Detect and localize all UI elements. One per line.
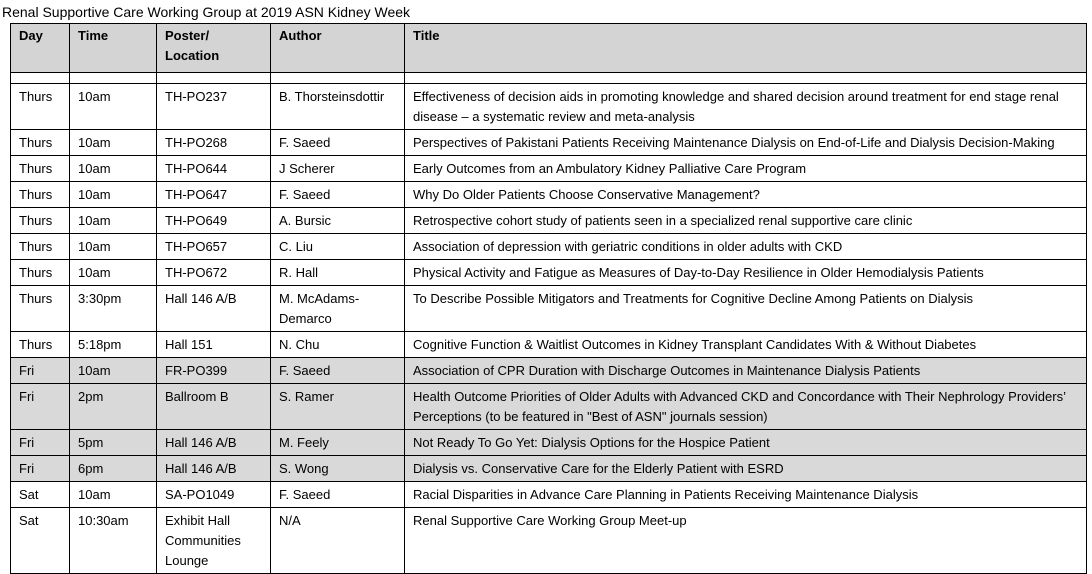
cell-location: SA-PO1049 (157, 482, 271, 508)
cell-location: FR-PO399 (157, 358, 271, 384)
cell-author: B. Thorsteinsdottir (271, 84, 405, 130)
cell-author: R. Hall (271, 260, 405, 286)
cell-location: TH-PO672 (157, 260, 271, 286)
cell-day: Sat (11, 482, 70, 508)
cell-location: TH-PO268 (157, 130, 271, 156)
table-row (11, 430, 1087, 456)
table-body (11, 84, 1087, 574)
cell-author: S. Ramer (271, 384, 405, 430)
cell-title: Why Do Older Patients Choose Conservative Management? (405, 182, 1087, 208)
table-row (11, 286, 1087, 332)
cell-time: 10:30am (70, 508, 157, 574)
cell-location: TH-PO647 (157, 182, 271, 208)
header-title: Title (405, 24, 1087, 73)
cell-title: Renal Supportive Care Working Group Meet-up (405, 508, 1087, 574)
cell-author: J Scherer (271, 156, 405, 182)
header-author: Author (271, 24, 405, 73)
cell-author: F. Saeed (271, 482, 405, 508)
cell-time: 5pm (70, 430, 157, 456)
cell-time: 2pm (70, 384, 157, 430)
cell-location: Ballroom B (157, 384, 271, 430)
cell-time: 10am (70, 482, 157, 508)
cell-title: To Describe Possible Mitigators and Treatments for Cognitive Decline Among Patients on Dialysis (405, 286, 1087, 332)
header-poster-line1: Poster/ (165, 28, 210, 43)
cell-day: Thurs (11, 156, 70, 182)
table-row (11, 508, 1087, 574)
cell-day: Fri (11, 358, 70, 384)
table-row (11, 182, 1087, 208)
cell-title: Racial Disparities in Advance Care Planning in Patients Receiving Maintenance Dialysis (405, 482, 1087, 508)
schedule-table (10, 23, 1087, 574)
cell-title: Retrospective cohort study of patients seen in a specialized renal supportive care clinic (405, 208, 1087, 234)
cell-author: N. Chu (271, 332, 405, 358)
table-row (11, 332, 1087, 358)
table-row (11, 156, 1087, 182)
cell-title: Health Outcome Priorities of Older Adults with Advanced CKD and Concordance with Their Nephrology Providers’ Perceptions (to be featured in "Best of ASN" journals session) (405, 384, 1087, 430)
spacer-cell (405, 73, 1087, 84)
cell-time: 10am (70, 130, 157, 156)
cell-time: 10am (70, 358, 157, 384)
cell-author: C. Liu (271, 234, 405, 260)
cell-title: Cognitive Function & Waitlist Outcomes in Kidney Transplant Candidates With & Without Diabetes (405, 332, 1087, 358)
cell-title: Early Outcomes from an Ambulatory Kidney Palliative Care Program (405, 156, 1087, 182)
spacer-cell (70, 73, 157, 84)
spacer-cell (11, 73, 70, 84)
cell-day: Thurs (11, 84, 70, 130)
cell-title: Perspectives of Pakistani Patients Receiving Maintenance Dialysis on End-of-Life and Dialysis Decision-Making (405, 130, 1087, 156)
cell-location: TH-PO649 (157, 208, 271, 234)
cell-location: Hall 146 A/B (157, 456, 271, 482)
cell-location: Hall 146 A/B (157, 430, 271, 456)
cell-title: Association of CPR Duration with Discharge Outcomes in Maintenance Dialysis Patients (405, 358, 1087, 384)
table-row (11, 130, 1087, 156)
cell-day: Sat (11, 508, 70, 574)
cell-day: Thurs (11, 130, 70, 156)
cell-time: 6pm (70, 456, 157, 482)
table-row (11, 260, 1087, 286)
cell-day: Thurs (11, 208, 70, 234)
cell-author: M. Feely (271, 430, 405, 456)
table-row (11, 358, 1087, 384)
cell-location: TH-PO657 (157, 234, 271, 260)
cell-time: 3:30pm (70, 286, 157, 332)
cell-title: Dialysis vs. Conservative Care for the Elderly Patient with ESRD (405, 456, 1087, 482)
table-row (11, 84, 1087, 130)
table-row (11, 384, 1087, 430)
cell-time: 10am (70, 84, 157, 130)
cell-time: 10am (70, 234, 157, 260)
table-header (11, 24, 1087, 84)
cell-author: S. Wong (271, 456, 405, 482)
cell-title: Association of depression with geriatric conditions in older adults with CKD (405, 234, 1087, 260)
cell-day: Thurs (11, 234, 70, 260)
cell-day: Fri (11, 430, 70, 456)
cell-time: 10am (70, 182, 157, 208)
cell-time: 10am (70, 260, 157, 286)
cell-title: Not Ready To Go Yet: Dialysis Options for the Hospice Patient (405, 430, 1087, 456)
header-poster-line2: Location (165, 48, 220, 63)
table-row (11, 208, 1087, 234)
cell-day: Fri (11, 456, 70, 482)
cell-author: A. Bursic (271, 208, 405, 234)
spacer-cell (271, 73, 405, 84)
cell-day: Thurs (11, 260, 70, 286)
cell-location: Hall 151 (157, 332, 271, 358)
header-poster-location (157, 24, 271, 73)
header-row (11, 24, 1087, 73)
cell-day: Fri (11, 384, 70, 430)
cell-author: F. Saeed (271, 130, 405, 156)
cell-location: Hall 146 A/B (157, 286, 271, 332)
cell-location: Exhibit Hall Communities Lounge (157, 508, 271, 574)
spacer-cell (157, 73, 271, 84)
table-row (11, 482, 1087, 508)
cell-title: Physical Activity and Fatigue as Measures of Day-to-Day Resilience in Older Hemodialysis Patients (405, 260, 1087, 286)
header-spacer-row (11, 73, 1087, 84)
cell-title: Effectiveness of decision aids in promoting knowledge and shared decision around treatment for end stage renal disease – a systematic review and meta-analysis (405, 84, 1087, 130)
table-caption: Renal Supportive Care Working Group at 2019 ASN Kidney Week (2, 4, 411, 20)
table-row (11, 456, 1087, 482)
header-time: Time (70, 24, 157, 73)
cell-author: F. Saeed (271, 182, 405, 208)
cell-day: Thurs (11, 332, 70, 358)
header-day: Day (11, 24, 70, 73)
cell-time: 10am (70, 208, 157, 234)
cell-day: Thurs (11, 286, 70, 332)
cell-author: M. McAdams-Demarco (271, 286, 405, 332)
cell-time: 10am (70, 156, 157, 182)
cell-time: 5:18pm (70, 332, 157, 358)
cell-author: N/A (271, 508, 405, 574)
cell-day: Thurs (11, 182, 70, 208)
cell-location: TH-PO644 (157, 156, 271, 182)
cell-location: TH-PO237 (157, 84, 271, 130)
table-row (11, 234, 1087, 260)
cell-author: F. Saeed (271, 358, 405, 384)
